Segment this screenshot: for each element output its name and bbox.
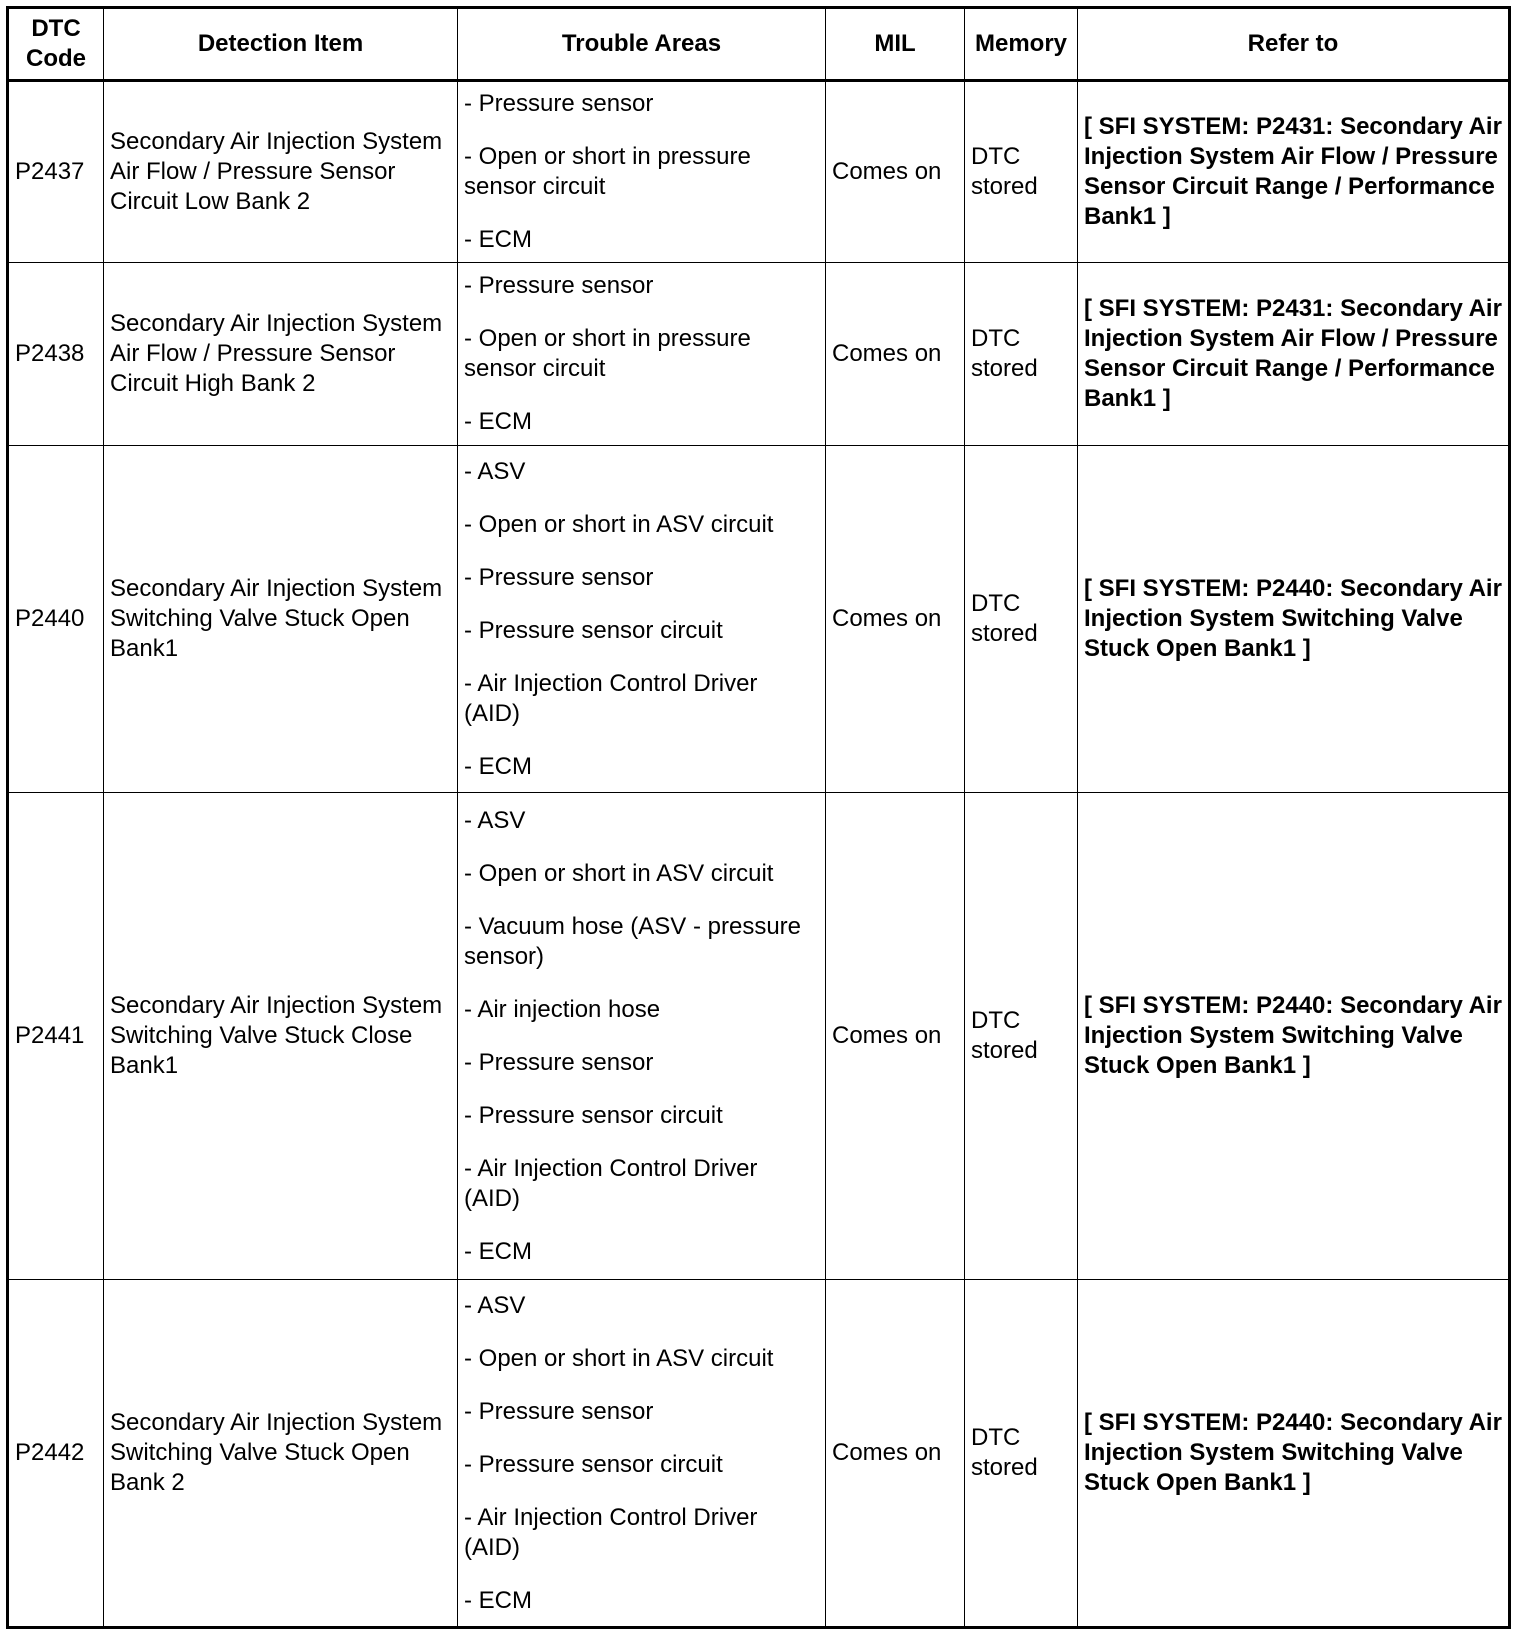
trouble-areas	[458, 81, 826, 263]
dtc-code: P2440	[8, 446, 104, 793]
trouble-area-item: - Pressure sensor	[464, 272, 654, 299]
table-row	[8, 446, 1510, 793]
trouble-area-item: - ECM	[464, 226, 532, 253]
detection-item: Secondary Air Injection System Switching Valve Stuck Close Bank1	[104, 793, 458, 1280]
memory-status: DTC stored	[965, 793, 1078, 1280]
trouble-areas	[458, 263, 826, 446]
trouble-area-item: - Open or short in ASV circuit	[464, 510, 774, 538]
table-row	[8, 263, 1510, 446]
table-row	[8, 793, 1510, 1280]
header-mil: MIL	[826, 8, 965, 81]
header-trouble-areas: Trouble Areas	[458, 8, 826, 81]
header-refer-to: Refer to	[1078, 8, 1510, 81]
trouble-area-item: - Pressure sensor circuit	[464, 1450, 723, 1478]
trouble-area-item: - ECM	[464, 408, 532, 435]
trouble-area-item: - ASV	[464, 457, 526, 485]
detection-item: Secondary Air Injection System Air Flow / Pressure Sensor Circuit High Bank 2	[104, 263, 458, 446]
trouble-area-item: - Pressure sensor	[464, 1397, 654, 1425]
trouble-area-item: - Pressure sensor	[464, 1048, 654, 1076]
trouble-area-item: - ASV	[464, 806, 526, 834]
trouble-areas	[458, 793, 826, 1280]
detection-item: Secondary Air Injection System Switching Valve Stuck Open Bank1	[104, 446, 458, 793]
trouble-area-item: - Pressure sensor circuit	[464, 1101, 723, 1129]
trouble-area-item: - ECM	[464, 1586, 532, 1614]
memory-status: DTC stored	[965, 81, 1078, 263]
trouble-area-item: - ECM	[464, 752, 532, 780]
trouble-area-item: - Open or short in ASV circuit	[464, 859, 774, 887]
dtc-code: P2438	[8, 263, 104, 446]
table-row	[8, 81, 1510, 263]
mil-status: Comes on	[826, 263, 965, 446]
refer-to-link[interactable]: [ SFI SYSTEM: P2440: Secondary Air Injection System Switching Valve Stuck Open Bank1 ]	[1078, 793, 1510, 1280]
trouble-area-item: - ECM	[464, 1237, 532, 1265]
refer-to-link[interactable]: [ SFI SYSTEM: P2431: Secondary Air Injection System Air Flow / Pressure Sensor Circuit Range / Performance Bank1 ]	[1078, 263, 1510, 446]
trouble-area-item: - Air Injection Control Driver (AID)	[464, 669, 758, 727]
trouble-area-item: - ASV	[464, 1291, 526, 1319]
trouble-area-item: - Open or short in pressure sensor circuit	[464, 143, 751, 200]
dtc-code: P2442	[8, 1280, 104, 1628]
header-memory: Memory	[965, 8, 1078, 81]
trouble-areas	[458, 446, 826, 793]
mil-status: Comes on	[826, 81, 965, 263]
memory-status: DTC stored	[965, 263, 1078, 446]
table-row	[8, 1280, 1510, 1628]
dtc-code: P2437	[8, 81, 104, 263]
detection-item: Secondary Air Injection System Air Flow / Pressure Sensor Circuit Low Bank 2	[104, 81, 458, 263]
refer-to-link[interactable]: [ SFI SYSTEM: P2440: Secondary Air Injection System Switching Valve Stuck Open Bank1 ]	[1078, 446, 1510, 793]
memory-status: DTC stored	[965, 446, 1078, 793]
trouble-area-item: - Vacuum hose (ASV - pressure sensor)	[464, 912, 802, 970]
trouble-area-item: - Pressure sensor	[464, 563, 654, 591]
mil-status: Comes on	[826, 446, 965, 793]
header-dtc-code: DTC Code	[8, 8, 104, 81]
trouble-area-item: - Pressure sensor	[464, 90, 654, 117]
refer-to-link[interactable]: [ SFI SYSTEM: P2431: Secondary Air Injection System Air Flow / Pressure Sensor Circuit Range / Performance Bank1 ]	[1078, 81, 1510, 263]
dtc-code: P2441	[8, 793, 104, 1280]
trouble-area-item: - Open or short in pressure sensor circuit	[464, 325, 751, 382]
detection-item: Secondary Air Injection System Switching Valve Stuck Open Bank 2	[104, 1280, 458, 1628]
trouble-area-item: - Pressure sensor circuit	[464, 616, 723, 644]
trouble-areas	[458, 1280, 826, 1628]
trouble-area-item: - Air injection hose	[464, 995, 661, 1023]
mil-status: Comes on	[826, 1280, 965, 1628]
trouble-area-item: - Air Injection Control Driver (AID)	[464, 1503, 758, 1561]
refer-to-link[interactable]: [ SFI SYSTEM: P2440: Secondary Air Injection System Switching Valve Stuck Open Bank1 ]	[1078, 1280, 1510, 1628]
header-detection-item: Detection Item	[104, 8, 458, 81]
trouble-area-item: - Air Injection Control Driver (AID)	[464, 1154, 758, 1212]
memory-status: DTC stored	[965, 1280, 1078, 1628]
table-header-row	[8, 8, 1510, 81]
mil-status: Comes on	[826, 793, 965, 1280]
trouble-area-item: - Open or short in ASV circuit	[464, 1344, 774, 1372]
dtc-table	[6, 6, 1511, 1629]
